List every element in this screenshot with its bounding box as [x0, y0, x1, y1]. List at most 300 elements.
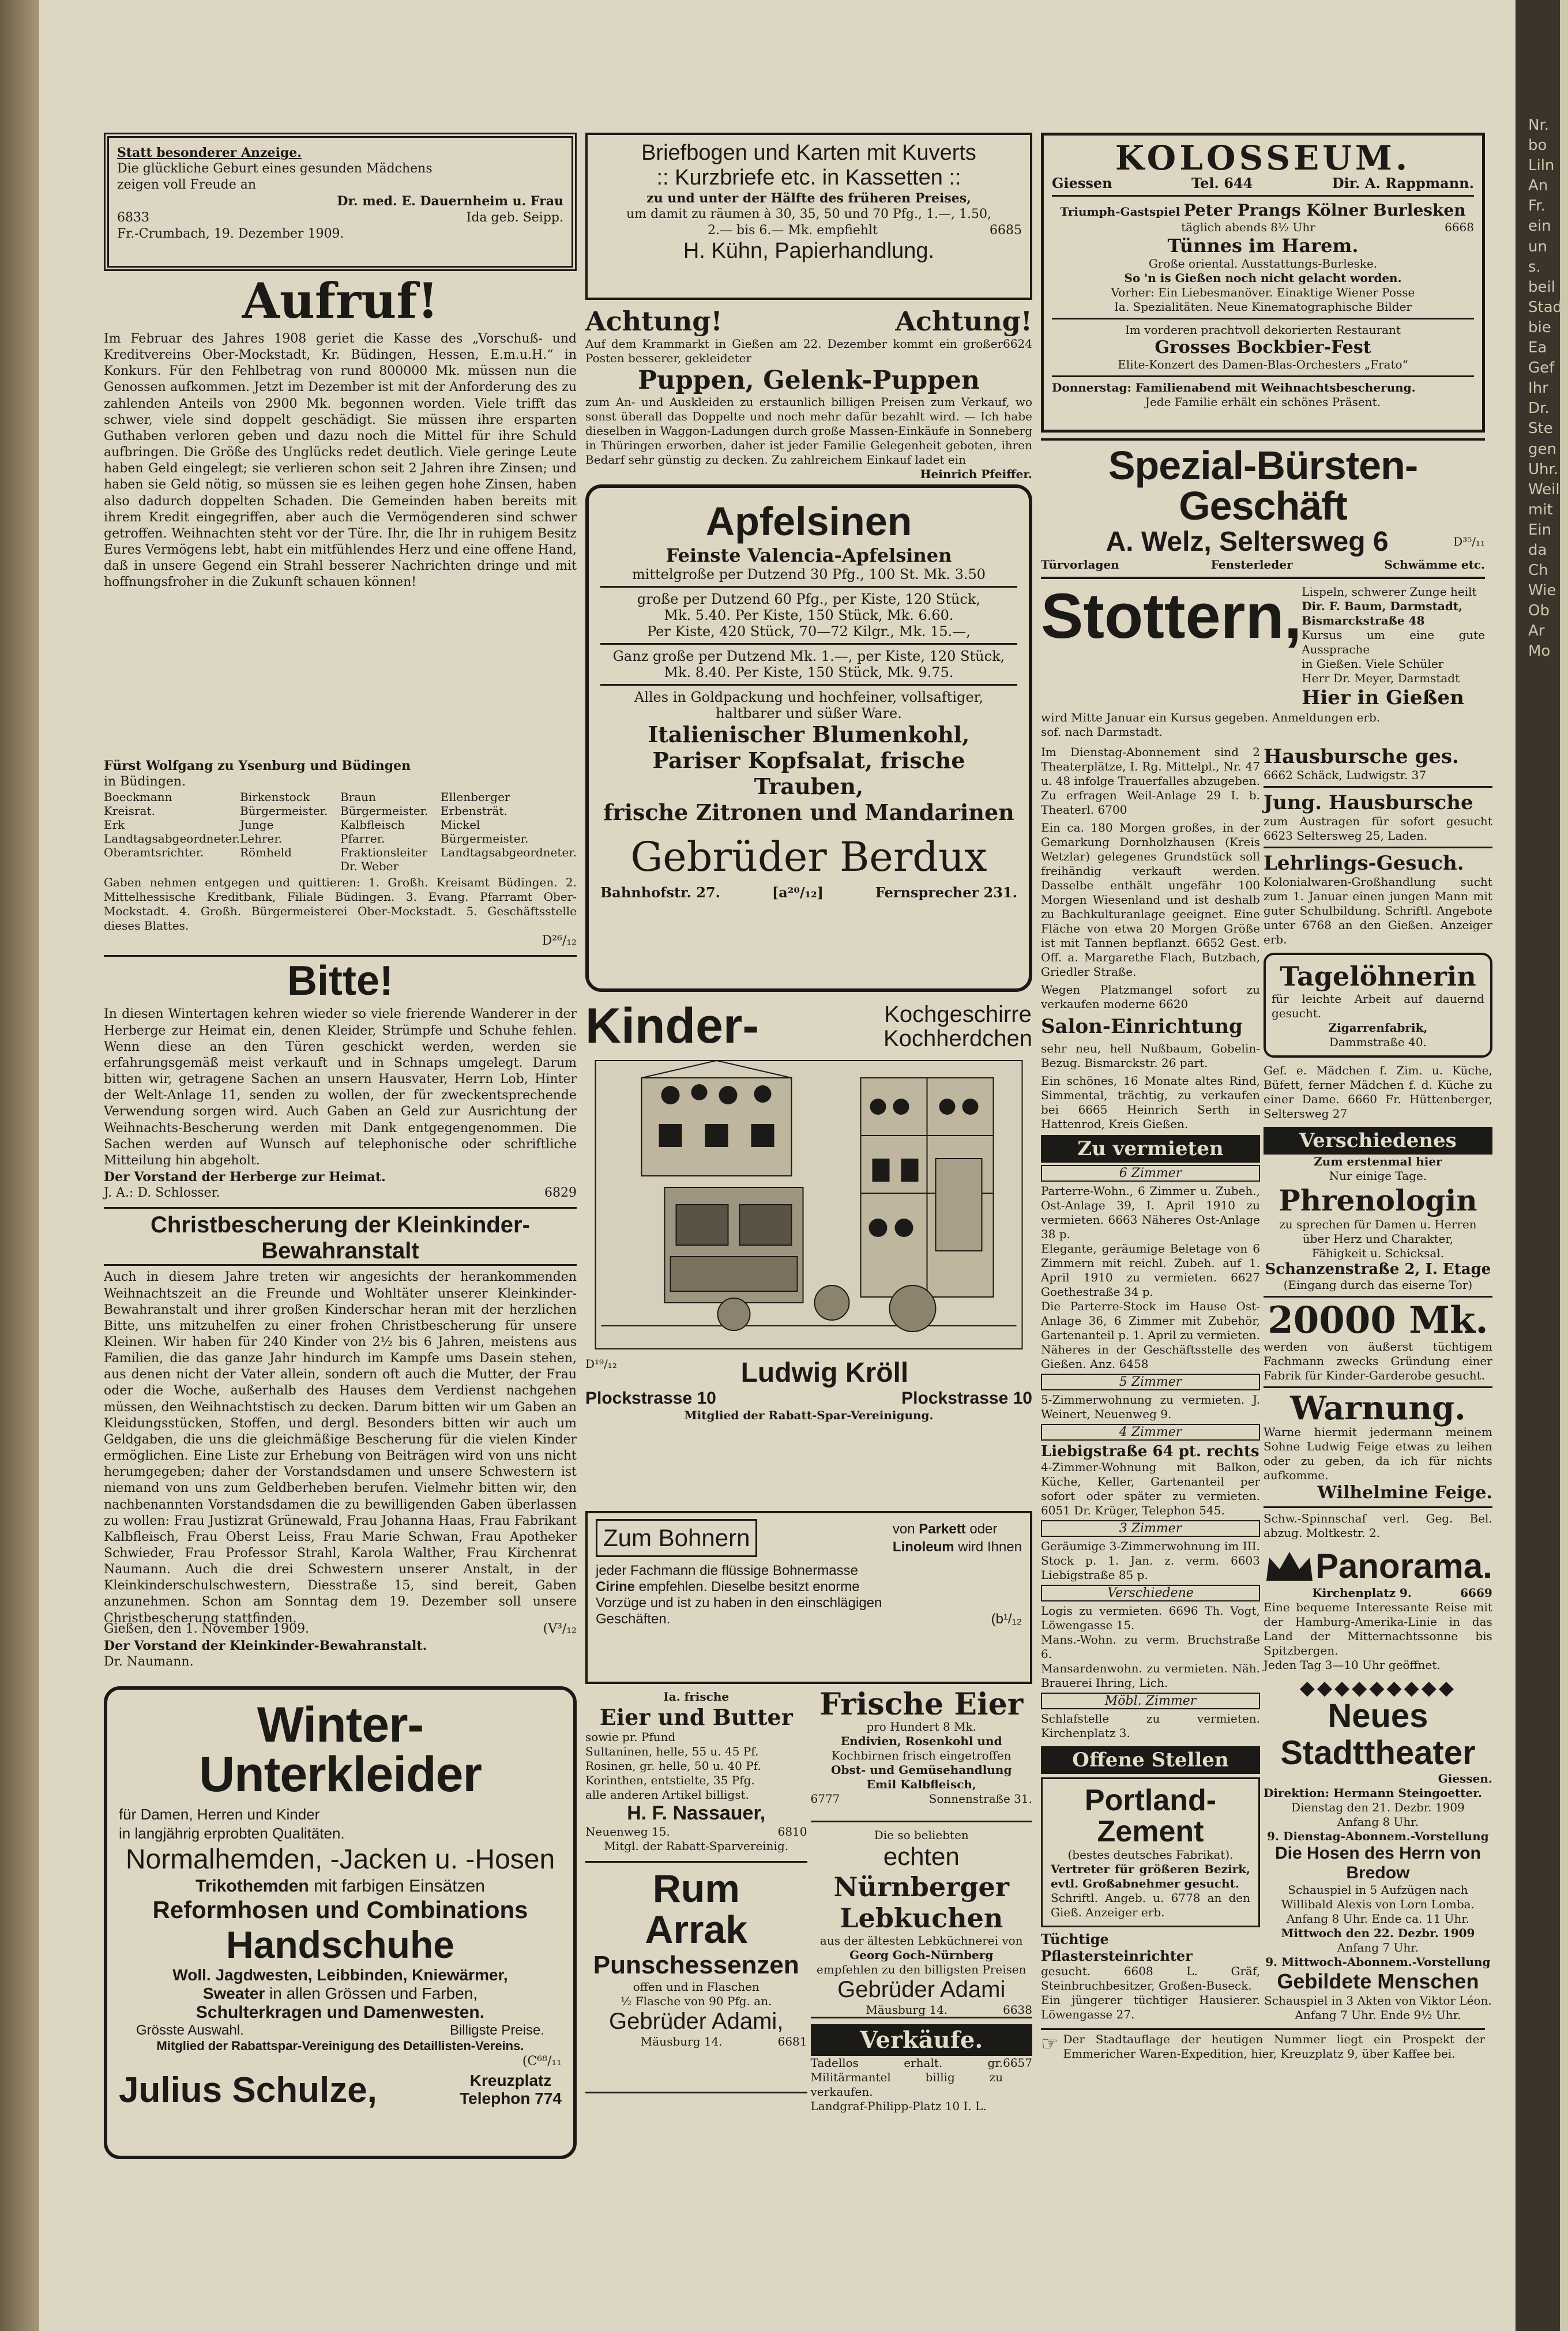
lebkuchen-line: echten	[883, 1843, 960, 1871]
rental-listing: Schlafstelle zu vermieten. Kirchenplatz 3.	[1041, 1711, 1260, 1740]
job-listing: Ein jüngerer tüchtiger Hausierer. Löwengasse 27.	[1041, 1992, 1260, 2021]
panorama-text: Jeden Tag 3—10 Uhr geöffnet.	[1264, 1658, 1441, 1672]
verschiedenes-header: Verschiedenes	[1264, 1127, 1492, 1155]
lebkuchen-line: empfehlen zu den billigsten Preisen	[816, 1962, 1026, 1976]
diamond-divider: ◆◆◆◆◆◆◆◆◆	[1299, 1676, 1457, 1700]
aufruf-signatory: Landtagsabgeordneter.	[104, 832, 240, 846]
rental-listing: Die Parterre-Stock im Hause Ost-Anlage 36, 6 Zimmer mit Zubehör, Gartenanteil p. 1. April zu vermieten. Näheres in der Geschäftsstelle des Gießen. Anz. 6458	[1041, 1299, 1260, 1371]
rum-detail: ½ Flasche von 90 Pfg. an.	[621, 1994, 772, 2008]
rooms-4-header: 4 Zimmer	[1041, 1424, 1260, 1441]
stottern-ad	[1041, 581, 1485, 739]
lebkuchen-line: Die so beliebten	[874, 1828, 969, 1842]
bohnern-line: Geschäften.	[596, 1611, 671, 1627]
kolosseum-line: Elite-Konzert des Damen-Blas-Orchesters „Frato“	[1118, 358, 1408, 371]
phrenologin-text: Nur einige Tage.	[1329, 1168, 1427, 1183]
aufruf-signatory: Bürgermeister.	[240, 804, 328, 818]
kroell-address: Plockstrasse 10	[585, 1389, 716, 1408]
winter-title: Winter-Unterkleider	[199, 1697, 482, 1802]
warnung-signature: Wilhelmine Feige.	[1317, 1483, 1492, 1503]
aufruf-body: Im Februar des Jahres 1908 geriet die Kasse des „Vorschuß- und Kreditvereins Ober-Mockstadt, Kr. Büdingen, Hessen, E.m.u.H.“ in Konkurs. Für den Fehlbetrag von rund 800000 Mk. müssen nun die Genossen aufkommen. Jetzt im Dezember ist mit der Anforderung des zu zahlenden Anteils von 2900 Mk. begonnen worden. Viele trifft das schwer, viele sind doppelt geschädigt. Sie müssen ihre ersparten Guthaben verloren geben und dazu noch die Mittel für ihre Schuld aufbringen. Die Größe des Unglücks redet deutlich. Viele geringe Leute haben Geld eingelegt; sie verlieren schon seit 2 Jahren ihre Zinsen; und haben sie Geld nötig, so müssen sie es leihen gegen hohe Zinsen, haben also dadurch doppelten Schaden. Die Gemeinden haben bereits mit ihrem Kredit eingegriffen, aber auch die Vermögenderen sind schwer getroffen. Weihnachten steht vor der Türe. Ihr, die Ihr in ruhigem Besitz Eures Vermögens lebt, habt ein mitfühlendes Herz und eine offene Hand, daß in unsere Gegend ein Strahl besserer Nachrichten dringe und mit hoffnungsfroher in die Zukunft schauen können!	[104, 332, 577, 590]
birth-announcement	[104, 133, 577, 271]
ad-code: [a²⁰/₁₂]	[772, 884, 824, 901]
kolosseum-line: Im vorderen prachtvoll dekorierten Restaurant	[1125, 323, 1401, 337]
announcement-line: Ida geb. Seipp.	[466, 210, 563, 225]
welz-product: Schwämme etc.	[1384, 558, 1485, 572]
lebkuchen-line: aus der ältesten Lebküchnerei von	[819, 1934, 1023, 1947]
zu-vermieten-header: Zu vermieten	[1041, 1135, 1260, 1163]
winter-line: in langjährig erprobten Qualitäten.	[119, 1825, 345, 1843]
verkaeufe-item: Tadellos erhalt. gr. Militärmantel billig zu verkaufen.	[810, 2056, 1003, 2099]
nassauer-name: H. F. Nassauer,	[627, 1802, 766, 1824]
hausbursche-head: Hausbursche ges.	[1264, 745, 1459, 768]
lebkuchen-ad	[811, 1828, 1033, 2018]
lehrlings-head: Lehrlings-Gesuch.	[1264, 851, 1464, 875]
aufruf-signatory: Fraktionsleiter Dr. Weber	[340, 845, 428, 874]
rental-listing: 5-Zimmerwohnung zu vermieten. J. Weinert, Neuenweg 9.	[1041, 1392, 1260, 1421]
kolosseum-show: Tünnes im Harem.	[1167, 235, 1359, 257]
aufruf-signatory: Lehrer.	[240, 832, 283, 846]
kolosseum-line: Triumph-Gastspiel	[1060, 205, 1180, 219]
ad-number: 6833	[117, 210, 149, 225]
misc-listing: Schw.-Spinnschaf verl. Geg. Bel. abzug. Moltkestr. 2.	[1264, 1512, 1492, 1540]
aufruf-name-list	[104, 790, 577, 873]
kolosseum-line: So 'n is Gießen noch nicht gelacht worden.	[1124, 271, 1402, 285]
berdux-address: Bahnhofstr. 27.	[600, 884, 721, 901]
panorama-text: Eine bequeme Interessante Reise mit der Hamburg-Amerika-Linie in das Land der Mitternachtssonne bis Spitzbergen.	[1264, 1600, 1492, 1658]
stadttheater-time: Anfang 8 Uhr.	[1337, 1815, 1419, 1829]
hausbursche-head: Jung. Hausbursche	[1264, 791, 1473, 814]
stottern-city: Hier in Gießen	[1302, 686, 1464, 709]
eier-price-item: Korinthen, entstielte, 35 Pfg.	[585, 1773, 755, 1787]
puppen-body: zum An- und Auskleiden zu erstaunlich billigen Preisen zum Verkauf, wo sonst überall das Doppelte und noch mehr dafür bezahlt wird. — Ich habe dieselben in Waggon-Ladungen durch große Massen-Einkäufe in Sonneberg in Thüringen erworben, daher ist jeder Familie Gelegenheit geboten, ihren Bedarf sehr günstig zu decken. Zu zahlreichem Einkauf ladet ein	[585, 395, 1032, 467]
apfelsinen-price: Ganz große per Dutzend Mk. 1.—, per Kiste, 120 Stück,	[612, 648, 1005, 664]
rooms-5-header: 5 Zimmer	[1041, 1374, 1260, 1390]
briefbogen-ad	[585, 133, 1032, 300]
stottern-text: sof. nach Darmstadt.	[1041, 724, 1163, 739]
winter-trikothemden: Trikothemden	[195, 1876, 309, 1896]
nassauer-address: Neuenweg 15.	[585, 1825, 670, 1839]
aufruf-signatory: Kalbfleisch	[340, 818, 405, 832]
christbescherung-date: Gießen, den 1. November 1909.	[104, 1622, 310, 1637]
adjacent-page-text: Nr. bo Liln An Fr. ein un s. beil Stadt bie Ea Gef Ihr Dr. Ste gen Uhr. Weil mit Ein da Ch Wie Ob Ar Mo	[1528, 116, 1568, 660]
panorama-ad	[1264, 1546, 1492, 1672]
announcement-line: zeigen voll Freude an	[117, 178, 257, 193]
column-2-bottom-grid	[585, 1687, 1032, 2119]
crown-icon	[1264, 1549, 1315, 1584]
play-detail: Schauspiel in 5 Aufzügen nach Willibald Alexis von Lorn Lomba.	[1281, 1883, 1475, 1912]
eier-head: Ia. frische	[663, 1690, 730, 1704]
zu-vermieten-section	[1041, 1135, 1260, 1740]
job-listing: Gef. e. Mädchen f. Zim. u. Küche, Büfett, ferner Mädchen f. d. Küche zu einer Dame. 6660 Fr. Hüttenberger, Seltersweg 27	[1264, 1063, 1492, 1121]
welz-product: Fensterleder	[1210, 558, 1293, 572]
eier-price-item: alle anderen Artikel billigst.	[585, 1788, 749, 1802]
rental-listing: Parterre-Wohn., 6 Zimmer u. Zubeh., Ost-Anlage 39, I. April 1910 zu vermieten. 6663 Näheres Ost-Anlage 38 p.	[1041, 1183, 1260, 1241]
kolosseum-line: täglich abends 8½ Uhr	[1181, 220, 1315, 234]
portland-zement-title: Portland-Zement	[1084, 1783, 1217, 1849]
kroell-name: Ludwig Kröll	[740, 1358, 909, 1388]
puppen-ad	[585, 306, 1032, 479]
lebkuchen-line: Georg Goch-Nürnberg	[849, 1948, 994, 1962]
aufruf-signatory: Oberamtsrichter.	[104, 845, 204, 860]
stottern-text: Bismarckstraße 48	[1302, 614, 1425, 627]
apfelsinen-price: Mk. 5.40. Per Kiste, 150 Stück, Mk. 6.60.	[664, 607, 954, 623]
announcement-place-date: Fr.-Crumbach, 19. Dezember 1909.	[117, 226, 344, 241]
brief-line: um damit zu räumen à 30, 35, 50 und 70 Pfg., 1.—, 1.50,	[626, 207, 991, 222]
phrenologin-address: Schanzenstraße 2, I. Etage	[1265, 1260, 1491, 1278]
stadttheater-direction: Direktion: Hermann Steingoetter.	[1264, 1786, 1482, 1800]
brief-line: 2.— bis 6.— Mk. empfiehlt	[708, 223, 878, 238]
winter-unterkleider-ad	[104, 1686, 577, 2159]
ad-code: (C⁶⁸/₁₁	[522, 2054, 562, 2069]
phrenologin-text: über Herz und Charakter,	[1302, 1231, 1454, 1246]
announcement-head: Statt besonderer Anzeige.	[117, 145, 302, 160]
christbescherung-signature-name: Dr. Naumann.	[104, 1654, 194, 1669]
pointing-hand-icon: ☞	[1041, 2032, 1059, 2056]
adami-address: Mäusburg 14.	[866, 2003, 948, 2017]
winter-telephone: Telephon 774	[460, 2089, 562, 2108]
tageloehnerin-text: für leichte Arbeit auf dauernd gesucht.	[1272, 991, 1484, 1020]
kolosseum-line: Große oriental. Ausstattungs-Burleske.	[1148, 257, 1378, 270]
bitte-notice	[104, 960, 577, 1201]
bockbier-fest: Grosses Bockbier-Fest	[1155, 337, 1371, 358]
aufruf-signatory: Bürgermeister.	[340, 804, 428, 818]
brief-line: zu und unter der Hälfte des früheren Preises,	[646, 191, 971, 206]
rum-line: Rum	[652, 1867, 740, 1911]
frische-eier-line: Endivien, Rosenkohl und	[840, 1734, 1002, 1748]
kolosseum-line: Vorher: Ein Liebesmanöver. Einaktige Wiener Posse	[1111, 285, 1415, 299]
ad-code: D¹⁹/₁₂	[585, 1357, 617, 1371]
column-3-grid	[1041, 745, 1492, 2029]
kalbfleisch-address: Sonnenstraße 31.	[928, 1792, 1032, 1806]
christbescherung-body: Auch in diesem Jahre treten wir angesichts der herankommenden Weihnachtszeit an die Freunde und Wohltäter unserer Kleinkinder-Bewahranstalt und ihrer großen Kinderschar heran mit der herzlichen Bitte, uns mitzuhelfen zu einer frohen Christbescherung für unsere Kleinen. Wir haben für 240 Kinder von 2½ bis 6 Jahren, meistens aus Familien, die das ganze Jahr hindurch im Kampfe ums Dasein stehen, aus denen nicht der Vater allein, sondern oft auch die Mutter, der Frau oder die Woche, außerhalb des Hauses dem Verdienst nachgehen müssen, den Weihnachtstisch zu decken. Darum bitten wir um Gaben an Kleidungsstücken, Stoffen, und dergl. Besonders bitten wir auch um Geldgaben, die uns die gleichmäßige Bescherung für die vielen Kinder ermöglichen. Eine Liste zur Erhebung von Beiträgen wird von uns nicht herumgegeben; daher der Vorstandsdamen und unsere Schwestern ist niemand von uns zum Geldberheben berufen. Vielmehr bitten wir, den nachbenannten Vorstandsdamen die zu bewilligenden Gaben überlassen zu wollen: Frau Justizrat Grünewald, Frau Johanna Haas, Frau Fabrikant Kalbfleisch, Frau Oberst Leiss, Frau Marie Schwan, Frau Apotheker Schwieder, Frau Professor Strahl, Karola Walther, Frau Kirchenrat Naumann. Auch die drei Schwestern unserer Anstalt, in der Kleinkinderschulschwestern, Diesstraße 15, sind bereit, Gaben anzunehmen. Schon am Sonntag dem 19. Dezember soll unsere Christbescherung stattfinden.	[104, 1270, 577, 1626]
kolosseum-line: Donnerstag: Familienabend mit Weihnachtsbescherung.	[1052, 381, 1416, 394]
verkaeufe-address: Landgraf-Philipp-Platz 10 I. L.	[810, 2099, 987, 2113]
rental-listing: 4-Zimmer-Wohnung mit Balkon, Küche, Keller, Gartenanteil per sofort oder später zu vermieten. 6051 Dr. Krüger, Telephon 545.	[1041, 1460, 1260, 1517]
kolosseum-ad	[1041, 133, 1485, 433]
apfelsinen-subtitle: Feinste Valencia-Apfelsinen	[665, 544, 952, 566]
rental-listing: Logis zu vermieten. 6696 Th. Vogt, Löwengasse 15.	[1041, 1603, 1260, 1632]
lebkuchen-line: Lebkuchen	[840, 1903, 1003, 1934]
bohnern-line: Vorzüge und ist zu haben in den einschlägigen	[596, 1595, 882, 1611]
adami-address: Mäusburg 14.	[640, 2034, 723, 2048]
stottern-text: Kursus um eine gute Aussprache	[1302, 628, 1485, 656]
stottern-text: wird Mitte Januar ein Kursus gegeben. Anmeldungen erb.	[1041, 710, 1381, 724]
small-ad-item: Ein ca. 180 Morgen großes, in der Gemarkung Dornholzhausen (Kreis Wetzlar) gelegenes Grundstück soll freihändig verkauft werden. Dasselbe enthält ungefähr 100 Morgen Wiesenland und ist deshalb zu Bachkulturanlage geeignet. Eine Fläche von etwa 20 Morgen Größe ist mit Tannen bepflanzt. 6652 Gest. Off. a. Margarethe Flach, Butzbach, Griedler Straße.	[1041, 820, 1260, 979]
stadttheater-time: Anfang 7 Uhr. Ende 9½ Uhr.	[1295, 2008, 1461, 2022]
phrenologin-title: Phrenologin	[1279, 1183, 1477, 1217]
brief-shop-name: H. Kühn, Papierhandlung.	[683, 239, 935, 264]
ad-code: D³⁵/₁₁	[1453, 535, 1485, 548]
stadttheater-date: Dienstag den 21. Dezbr. 1909	[1291, 1800, 1465, 1815]
rooms-6-header: 6 Zimmer	[1041, 1165, 1260, 1182]
frische-eier-ad	[810, 1687, 1033, 1822]
apfelsinen-title: Apfelsinen	[705, 499, 912, 544]
ad-number: 6685	[990, 223, 1022, 238]
kinder-side: Kochherdchen	[883, 1025, 1032, 1051]
christbescherung-notice	[104, 1212, 577, 1670]
stottern-title: Stottern,	[1041, 581, 1302, 652]
apfelsinen-quality: Alles in Goldpackung und hochfeiner, vollsaftiger,	[634, 689, 984, 705]
bohnern-text: von	[892, 1521, 915, 1537]
eier-title: Eier und Butter	[599, 1704, 793, 1730]
cirine-brand: Cirine	[596, 1579, 636, 1595]
moebl-zimmer-header: Möbl. Zimmer	[1041, 1693, 1260, 1709]
rum-arrak-ad	[585, 1868, 807, 2093]
aufruf-signature-place: in Büdingen.	[104, 775, 186, 789]
bohnern-text: Parkett	[919, 1521, 966, 1537]
buersten-ad	[1041, 438, 1485, 579]
small-ad-item: Ein schönes, 16 Monate altes Rind, Simmental, trächtig, zu verkaufen bei 6665 Heinrich Serth in Hattenrod, Kreis Gießen.	[1041, 1073, 1260, 1131]
eier-price-list	[585, 1730, 807, 1802]
frische-eier-title: Frische Eier	[819, 1687, 1024, 1722]
column-2	[585, 133, 1032, 2140]
phrenologin-text: Fähigkeit u. Schicksal.	[1311, 1246, 1445, 1260]
apfelsinen-ad	[585, 484, 1032, 992]
rum-detail: offen und in Flaschen	[633, 1979, 759, 1994]
stottern-text: Dir. F. Baum, Darmstadt,	[1302, 599, 1463, 613]
apfelsinen-price: Mk. 8.40. Per Kiste, 150 Stück, Mk. 9.75.	[664, 664, 954, 680]
ad-number: 6668	[1445, 220, 1474, 234]
kolosseum-city: Giessen	[1052, 175, 1112, 191]
stottern-text: Lispeln, schwerer Zunge heilt	[1302, 585, 1477, 599]
small-ad-item: sehr neu, hell Nußbaum, Gobelin-Bezug. Bismarckstr. 26 part.	[1041, 1041, 1260, 1070]
zigarrenfabrik-name: Zigarrenfabrik,	[1328, 1020, 1428, 1035]
bohnern-text: wird Ihnen	[958, 1539, 1022, 1555]
small-ad-item: Salon-Einrichtung	[1041, 1014, 1243, 1038]
job-listing: zum Austragen für sofort gesucht 6623 Seltersweg 25, Laden.	[1264, 814, 1492, 843]
bitte-title: Bitte!	[287, 958, 393, 1005]
welz-address: Seltersweg 6	[1219, 527, 1389, 557]
kroell-address: Plockstrasse 10	[901, 1389, 1032, 1408]
winter-line: Normalhemden, -Jacken u. -Hosen	[125, 1844, 555, 1875]
ad-number: 6657	[1003, 2056, 1032, 2070]
adami-name: Gebrüder Adami,	[609, 2008, 784, 2034]
portland-text: Vertreter für größeren Bezirk, evtl. Großabnehmer gesucht.	[1051, 1862, 1250, 1890]
stottern-text: Herr Dr. Meyer, Darmstadt	[1302, 671, 1460, 685]
tageloehnerin-ad	[1264, 953, 1492, 1058]
verkaeufe-header: Verkäufe.	[811, 2024, 1033, 2056]
offene-stellen-header: Offene Stellen	[1041, 1746, 1260, 1774]
apfelsinen-price: Per Kiste, 420 Stück, 70—72 Kilgr., Mk. 15.—,	[647, 623, 971, 640]
ad-number: 6624	[1003, 337, 1032, 351]
job-wanted-ads	[1264, 745, 1492, 947]
rental-listing: Mans.-Wohn. zu verm. Bruchstraße 6.	[1041, 1632, 1260, 1661]
ad-number: 6829	[544, 1186, 577, 1201]
aufruf-signatory: Braun	[340, 790, 376, 804]
aufruf-signatory: Landtagsabgeordneter.	[441, 845, 577, 860]
kolosseum-line: Jede Familie erhält ein schönes Präsent.	[1145, 395, 1381, 409]
eier-butter-ad	[585, 1690, 807, 1863]
frische-eier-line: Obst- und Gemüsehandlung	[831, 1763, 1012, 1777]
beilage-note	[1041, 2028, 1485, 2061]
bohnern-title: Zum Bohnern	[596, 1519, 757, 1557]
bohnern-line: jeder Fachmann die flüssige Bohnermasse	[596, 1563, 858, 1578]
winter-line: mit farbigen Einsätzen	[314, 1876, 485, 1896]
puppen-signature: Heinrich Pfeiffer.	[920, 467, 1032, 481]
ad-number: 6669	[1460, 1586, 1492, 1600]
bohnern-text: Linoleum	[892, 1539, 954, 1555]
aufruf-signatory: Römheld	[240, 845, 292, 860]
play-title: Die Hosen des Herrn von Bredow	[1275, 1844, 1481, 1883]
aufruf-signatory: Erbensträt.	[441, 804, 507, 818]
welz-name: A. Welz,	[1106, 527, 1212, 557]
kolosseum-line: Peter Prangs Kölner Burlesken	[1183, 201, 1466, 220]
panorama-address: Kirchenplatz 9.	[1312, 1586, 1412, 1600]
nassauer-membership: Mitgl. der Rabatt-Sparvereinig.	[604, 1839, 789, 1853]
kalbfleisch-name: Emil Kalbfleisch,	[866, 1777, 976, 1791]
apfelsinen-product: frische Zitronen und Mandarinen	[603, 799, 1014, 825]
aufruf-signatory: Kreisrat.	[104, 804, 155, 818]
eier-price-item: Rosinen, gr. helle, 50 u. 40 Pf.	[585, 1759, 761, 1773]
tageloehnerin-title: Tagelöhnerin	[1280, 960, 1476, 992]
ad-code: (V³/₁₂	[543, 1622, 577, 1637]
stottern-text: in Gießen. Viele Schüler	[1302, 657, 1444, 671]
aufruf-signatory: Boeckmann	[104, 790, 172, 804]
apfelsinen-quality: haltbarer und süßer Ware.	[716, 705, 902, 721]
aufruf-signatory: Bürgermeister.	[441, 832, 529, 846]
offene-stellen-section	[1041, 1746, 1260, 2022]
aufruf-title: Aufruf!	[242, 272, 439, 329]
punsch-line: Punschessenzen	[593, 1950, 799, 1979]
winter-line: Woll. Jagdwesten, Leibbinden, Kniewärmer,	[172, 1965, 508, 1984]
winter-line: in allen Grössen und Farben,	[269, 1984, 478, 2002]
bohnern-line: empfehlen. Dieselbe besitzt enorme	[638, 1579, 860, 1595]
stadttheater-time: Anfang 7 Uhr.	[1337, 1941, 1419, 1955]
small-ad-item: Wegen Platzmangel sofort zu verkaufen moderne 6620	[1041, 982, 1260, 1011]
kolosseum-line: Ia. Spezialitäten. Neue Kinematographische Bilder	[1114, 300, 1412, 314]
ad-number: 6638	[1003, 2003, 1032, 2017]
aufruf-signatory: Ellenberger	[441, 790, 510, 804]
winter-membership: Mitglied der Rabattspar-Vereinigung des Detaillisten-Vereins.	[156, 2038, 524, 2053]
aufruf-signatory: Pfarrer.	[340, 832, 385, 846]
toy-kitchen-illustration	[585, 1055, 1032, 1355]
amount-headline: 20000 Mk.	[1268, 1298, 1488, 1342]
kinder-kochgeschirre-ad	[585, 998, 1032, 1505]
play-detail: Schauspiel in 3 Akten von Viktor Léon.	[1264, 1994, 1492, 2008]
winter-handschuhe: Handschuhe	[225, 1923, 455, 1966]
phrenologin-text: (Eingang durch das eiserne Tor)	[1283, 1277, 1473, 1292]
puppen-intro: Auf dem Krammarkt in Gießen am 22. Dezember kommt ein großer Posten besserer, gekleideter	[585, 337, 1003, 365]
ad-code: D²⁶/₁₂	[542, 934, 577, 949]
aufruf-notice	[104, 272, 577, 949]
lebkuchen-line: Nürnberger	[833, 1871, 1009, 1903]
stadttheater-city: Giessen.	[1438, 1772, 1492, 1786]
brief-line: Briefbogen und Karten mit Kuverts	[641, 141, 976, 165]
apfelsinen-price: mittelgroße per Dutzend 30 Pfg., 100 St. Mk. 3.50	[631, 566, 986, 582]
stadttheater-performance: 9. Mittwoch-Abonnem.-Vorstellung	[1265, 1955, 1491, 1969]
bitte-signature: Der Vorstand der Herberge zur Heimat.	[104, 1170, 386, 1185]
rental-listing: Mansardenwohn. zu vermieten. Näh. Brauerei Ihring, Lich.	[1041, 1661, 1260, 1690]
phrenologin-text: zu sprechen für Damen u. Herren	[1279, 1217, 1477, 1231]
book-binding	[0, 0, 39, 2331]
warnung-text: Warne hiermit jedermann meinem Sohne Ludwig Feige etwas zu leihen oder zu geben, da ich für nichts aufkomme.	[1264, 1425, 1492, 1483]
frische-eier-line: Kochbirnen frisch eingetroffen	[831, 1749, 1012, 1762]
announcement-line: Die glückliche Geburt eines gesunden Mädchens	[117, 161, 433, 176]
job-listing: Kolonialwaren-Großhandlung sucht zum 1. Januar einen jungen Mann mit guter Schulbildung. Schriftl. Angebote unter 6768 an den Gießen. Anzeiger erb.	[1264, 874, 1492, 946]
stadttheater-performance: 9. Dienstag-Abonnem.-Vorstellung	[1267, 1829, 1489, 1844]
aufruf-signatory: Junge	[240, 818, 274, 832]
stadttheater-title: Neues Stadttheater	[1280, 1697, 1476, 1772]
apfelsinen-product: Pariser Kopfsalat, frische Trauben,	[652, 747, 965, 799]
aufruf-signatory: Erk	[104, 818, 125, 832]
ad-code: (b¹/₁₂	[991, 1611, 1022, 1627]
eier-price-item: Sultaninen, helle, 55 u. 45 Pf.	[585, 1745, 759, 1758]
warnung-title: Warnung.	[1290, 1389, 1466, 1427]
portland-text: (bestes deutsches Fabrikat).	[1067, 1847, 1234, 1862]
rental-listing-head: Liebigstraße 64 pt. rechts	[1041, 1442, 1259, 1460]
play-title: Gebildete Menschen	[1277, 1969, 1479, 1994]
buersten-title: Spezial-Bürsten-Geschäft	[1108, 443, 1418, 528]
berdux-name: Gebrüder Berdux	[630, 833, 987, 881]
apfelsinen-price: große per Dutzend 60 Pfg., per Kiste, 120 Stück,	[637, 591, 981, 607]
ad-number: 6681	[777, 2034, 807, 2048]
apfelsinen-product: Italienischer Blumenkohl,	[648, 721, 970, 747]
kolosseum-title: KOLOSSEUM.	[1115, 138, 1411, 178]
achtung-right: Achtung!	[895, 306, 1032, 337]
announcement-names: Dr. med. E. Dauernheim u. Frau	[337, 194, 563, 209]
rooms-3-header: 3 Zimmer	[1041, 1520, 1260, 1537]
berdux-telephone: Fernsprecher 231.	[875, 884, 1017, 901]
welz-product: Türvorlagen	[1041, 558, 1119, 572]
column-1	[104, 133, 577, 2140]
winter-shop-name: Julius Schulze,	[119, 2070, 377, 2110]
puppen-headline: Puppen, Gelenk-Puppen	[637, 366, 980, 395]
rental-listing: Geräumige 3-Zimmerwohnung im III. Stock p. 1. Jan. z. verm. 6603 Liebigstraße 85 p.	[1041, 1539, 1260, 1582]
small-ads-list	[1041, 745, 1260, 1131]
portland-text: Schriftl. Angeb. u. 6778 an den Gieß. Anzeiger erb.	[1051, 1890, 1250, 1919]
bohnern-ad	[585, 1511, 1032, 1684]
job-listing: gesucht. 6608 L. Gräf, Steinbruchbesitzer, Großen-Buseck.	[1041, 1964, 1260, 1992]
christbescherung-signature: Der Vorstand der Kleinkinder-Bewahranstalt.	[104, 1638, 427, 1653]
winter-address: Kreuzplatz	[469, 2071, 552, 2090]
job-listing-head: Tüchtige Pflastersteinrichter	[1041, 1930, 1193, 1964]
winter-line: Schulterkragen und Damenwesten.	[195, 2002, 485, 2022]
beilage-text: Der Stadtauflage der heutigen Nummer liegt ein Prospekt der Emmericher Waren-Expedition, hier, Kreuzplatz 9, über Kaffee bei.	[1063, 2032, 1485, 2061]
kroell-membership: Mitglied der Rabatt-Spar-Vereinigung.	[684, 1408, 934, 1422]
brief-line: :: Kurzbriefe etc. in Kassetten ::	[656, 166, 961, 190]
eier-price-item: sowie pr. Pfund	[585, 1730, 676, 1744]
ad-number: 6810	[777, 1825, 807, 1839]
winter-line: Billigste Preise.	[449, 2022, 544, 2038]
bitte-body: In diesen Wintertagen kehren wieder so viele frierende Wanderer in der Herberge zur Heimat ein, denen Kleider, Strümpfe und Schuhe fehlen. Wenn diese an den Türen geschickt werden, werden sie erfahrungsgemäß meist verkauft und in Schnaps umgelegt. Darum bitten wir, getragene Sachen an unsern Hausvater, Herrn Lob, Hinter der Welt-Anlage 11, senden zu wollen, der für zweckentsprechende Verwendung sorgen wird. Auch Gaben an Geld zur Ausrichtung der Weihnachts-Bescherung werden mit Dank entgegengenommen. Die Sachen werden auf Wunsch auf telephonische oder schriftliche Mitteilung hin abgeholt.	[104, 1007, 577, 1168]
kinder-side: Kochgeschirre	[884, 1001, 1032, 1027]
adami-name: Gebrüder Adami	[837, 1977, 1006, 2002]
ad-number: 6777	[810, 1792, 840, 1806]
kinder-title: Kinder-	[585, 998, 759, 1054]
stadttheater-date: Mittwoch den 22. Dezbr. 1909	[1281, 1926, 1475, 1941]
small-ad-item: Im Dienstag-Abonnement sind 2 Theaterplätze, I. Rg. Mittelpl., Nr. 47 u. 48 infolge Trauerfalles abzugeben. Zu erfragen Weil-Anlage 29 I. b. Theaterl. 6700	[1041, 745, 1260, 817]
bohnern-text: oder	[969, 1521, 998, 1537]
kolosseum-director: Dir. A. Rappmann.	[1332, 175, 1474, 191]
winter-line: Grösste Auswahl.	[136, 2022, 244, 2038]
rental-listing: Elegante, geräumige Beletage von 6 Zimmern mit reichl. Zubeh. auf 1. April 1910 zu vermieten. 6627 Goethestraße 34 p.	[1041, 1241, 1260, 1299]
amount-text: werden von äußerst tüchtigem Fachmann zwecks Gründung einer Fabrik für Kinder-Garderobe gesucht.	[1264, 1339, 1492, 1382]
aufruf-collection-points: Gaben nehmen entgegen und quittieren: 1. Großh. Kreisamt Büdingen. 2. Mittelhessische Kreditbank, Filiale Büdingen. 3. Evang. Pfarramt Ober-Mockstadt. 4. Großh. Bürgermeisterei Ober-Mockstadt. 5. Geschäftsstelle dieses Blattes.	[104, 875, 577, 933]
winter-sweater: Sweater	[202, 1984, 265, 2002]
stadttheater-time: Anfang 8 Uhr. Ende ca. 11 Uhr.	[1286, 1912, 1469, 1926]
panorama-title: Panorama.	[1315, 1547, 1492, 1586]
winter-line: Reformhosen und Combinations	[152, 1896, 528, 1923]
achtung-left: Achtung!	[585, 306, 723, 337]
stadttheater-ad	[1264, 1698, 1492, 2022]
christbescherung-title: Christbescherung der Kleinkinder-Bewahranstalt	[104, 1212, 577, 1266]
zigarrenfabrik-address: Dammstraße 40.	[1329, 1035, 1427, 1049]
verkaeufe-section	[811, 2024, 1033, 2114]
winter-line: für Damen, Herren und Kinder	[119, 1805, 320, 1823]
arrak-line: Arrak	[645, 1908, 748, 1952]
verschiedenes-section	[1264, 1127, 1492, 1541]
phrenologin-text: Zum erstenmal hier	[1314, 1154, 1442, 1168]
